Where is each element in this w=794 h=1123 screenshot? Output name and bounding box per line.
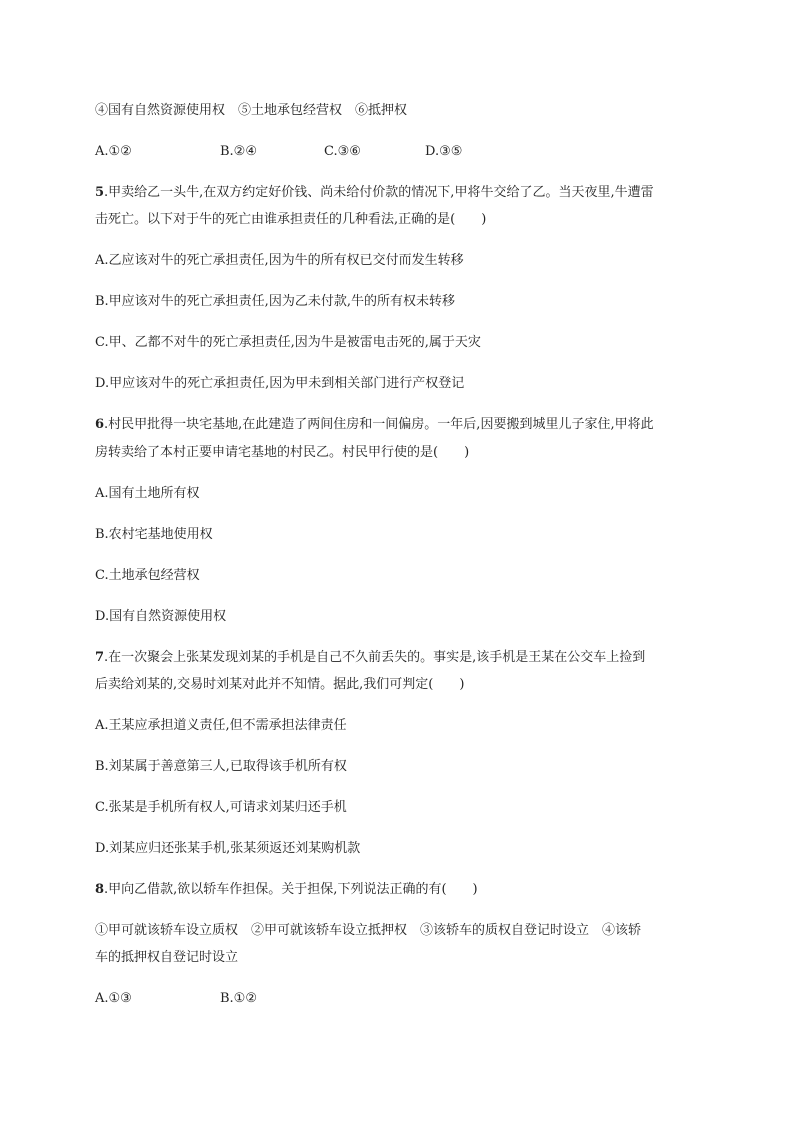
q4-option-c: C.③⑥ (324, 144, 361, 159)
q8-items-line-2: 车的抵押权自登记时设立 (95, 950, 239, 965)
q5-stem-line-2: 击死亡。以下对于牛的死亡由谁承担责任的几种看法,正确的是( ) (95, 212, 487, 227)
q7-option-d: D.刘某应归还张某手机,张某须返还刘某购机款 (95, 841, 361, 856)
q6-option-a: A.国有土地所有权 (95, 486, 200, 501)
q6-option-c: C.土地承包经营权 (95, 568, 200, 583)
q4-items-line: ④国有自然资源使用权 ⑤土地承包经营权 ⑥抵押权 (95, 103, 408, 118)
q4-option-a: A.①② (95, 144, 132, 159)
q4-option-d: D.③⑤ (425, 144, 463, 159)
q6-stem-text-1: .村民甲批得一块宅基地,在此建造了两间住房和一间偏房。一年后,因要搬到城里儿子家住,甲将此 (104, 417, 654, 432)
q5-number: 5 (95, 185, 105, 200)
q6-option-d: D.国有自然资源使用权 (95, 609, 227, 624)
q8-items-line-1: ①甲可就该轿车设立质权 ②甲可就该轿车设立抵押权 ③该轿车的质权自登记时设立 ④该轿 (95, 923, 642, 938)
q8-option-a: A.①③ (95, 991, 132, 1006)
q4-option-b: B.②④ (220, 144, 257, 159)
q5-stem-line-1 (95, 185, 654, 201)
q5-option-c: C.甲、乙都不对牛的死亡承担责任,因为牛是被雷电击死的,属于天灾 (95, 335, 481, 350)
q6-option-b: B.农村宅基地使用权 (95, 527, 213, 542)
q7-number: 7 (95, 650, 105, 665)
q5-option-d: D.甲应该对牛的死亡承担责任,因为甲未到相关部门进行产权登记 (95, 376, 465, 391)
q5-option-b: B.甲应该对牛的死亡承担责任,因为乙未付款,牛的所有权未转移 (95, 294, 455, 309)
q7-option-b: B.刘某属于善意第三人,已取得该手机所有权 (95, 759, 347, 774)
q6-number: 6 (95, 417, 105, 432)
q7-option-a: A.王某应承担道义责任,但不需承担法律责任 (95, 718, 347, 733)
q5-option-a: A.乙应该对牛的死亡承担责任,因为牛的所有权已交付而发生转移 (95, 253, 464, 268)
q5-stem-text-1: .甲卖给乙一头牛,在双方约定好价钱、尚未给付价款的情况下,甲将牛交给了乙。当天夜里,牛遭雷 (104, 185, 654, 200)
q7-stem-line-1 (95, 650, 645, 666)
q7-stem-line-2: 后卖给刘某的,交易时刘某对此并不知情。据此,我们可判定( ) (95, 677, 465, 692)
q8-stem-text-1: .甲向乙借款,欲以轿车作担保。关于担保,下列说法正确的有( ) (104, 882, 478, 897)
q7-option-c: C.张某是手机所有权人,可请求刘某归还手机 (95, 800, 347, 815)
q8-number: 8 (95, 882, 105, 897)
q8-stem-line-1 (95, 882, 478, 898)
q8-option-b: B.①② (220, 991, 257, 1006)
q6-stem-line-2: 房转卖给了本村正要申请宅基地的村民乙。村民甲行使的是( ) (95, 445, 470, 460)
q7-stem-text-1: .在一次聚会上张某发现刘某的手机是自己不久前丢失的。事实是,该手机是王某在公交车上捡到 (104, 650, 646, 665)
q6-stem-line-1 (95, 417, 654, 433)
